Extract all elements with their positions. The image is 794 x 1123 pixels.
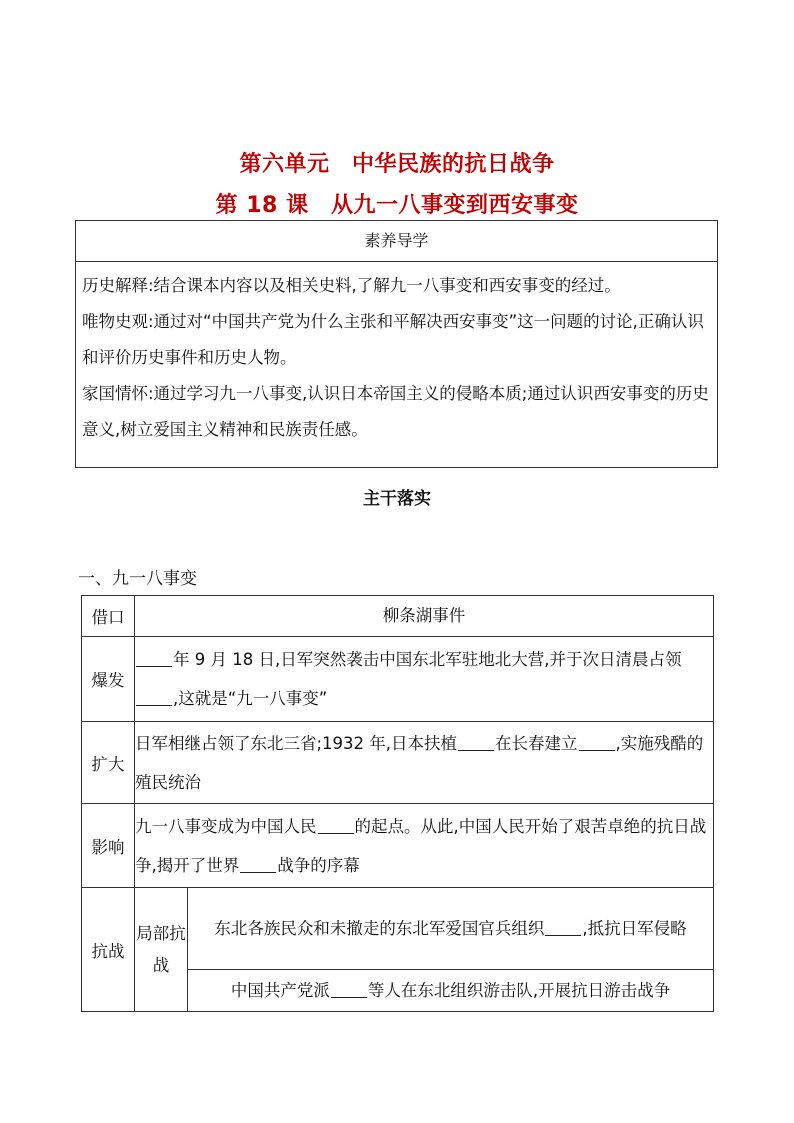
lesson-title: 第 18 课 从九一八事变到西安事变 [215,193,579,218]
row-value [135,804,714,888]
fill-blank[interactable] [136,689,172,707]
row-value [135,722,714,804]
fill-blank[interactable] [318,816,354,834]
guide-box-heading: 素养导学 [76,221,717,262]
table-row-expansion [82,722,714,804]
table-row-impact [82,804,714,888]
row-text: ,实施残酷的殖民统治 [135,733,704,792]
row-text: 中国共产党派 [230,980,330,1000]
row-key: 爆发 [82,637,135,722]
row-text: 在长春建立 [495,733,578,753]
table-row-resistance-1 [82,888,714,970]
unit-title: 第六单元 中华民族的抗日战争 [239,152,555,177]
row-key: 抗战 [82,888,135,1012]
section-title: 一、九一八事变 [78,569,197,589]
row-value [188,888,714,970]
guide-box-body [76,262,717,448]
row-text: 日军相继占领了东北三省;1932 年,日本扶植 [135,733,458,753]
event-table [81,595,714,1012]
row-text: ,这就是“九一八事变” [173,689,328,708]
row-text: 九一八事变成为中国人民 [135,816,317,836]
row-key: 借口 [82,596,135,637]
fill-blank[interactable] [579,733,615,751]
fill-blank[interactable] [458,733,494,751]
fill-blank[interactable] [136,650,172,668]
row-text: 的起点。从此,中国人民开始了艰苦卓绝的抗日战争,揭开了世界 [135,816,707,875]
main-heading: 主干落实 [363,489,431,509]
row-value [135,637,714,722]
guide-paragraph-materialism: 唯物史观:通过对“中国共产党为什么主张和平解决西安事变”这一问题的讨论,正确认识和评价历史事件和历史人物。 [82,312,704,367]
table-row-outbreak [82,637,714,722]
table-row-pretext [82,596,714,637]
row-text: ,抵抗日军侵略 [582,918,687,938]
guide-paragraph-history-interpretation: 历史解释:结合课本内容以及相关史料,了解九一八事变和西安事变的经过。 [82,276,621,295]
row-subkey: 局部抗战 [135,888,188,1012]
row-text: 等人在东北组织游击队,开展抗日游击战争 [367,980,671,1000]
fill-blank[interactable] [240,855,276,873]
row-text: 战争的序幕 [277,855,360,875]
fill-blank[interactable] [331,980,367,998]
fill-blank[interactable] [545,918,581,936]
row-value [188,970,714,1012]
row-key: 影响 [82,804,135,888]
row-text: 东北各族民众和未撤走的东北军爱国官兵组织 [214,918,545,938]
row-value: 柳条湖事件 [135,596,714,637]
guide-paragraph-patriotism: 家国情怀:通过学习九一八事变,认识日本帝国主义的侵略本质;通过认识西安事变的历史意义,树立爱国主义精神和民族责任感。 [82,384,709,439]
literacy-guide-box [75,220,718,468]
row-text: 年 9 月 18 日,日军突然袭击中国东北军驻地北大营,并于次日清晨占领 [173,650,682,669]
row-key: 扩大 [82,722,135,804]
